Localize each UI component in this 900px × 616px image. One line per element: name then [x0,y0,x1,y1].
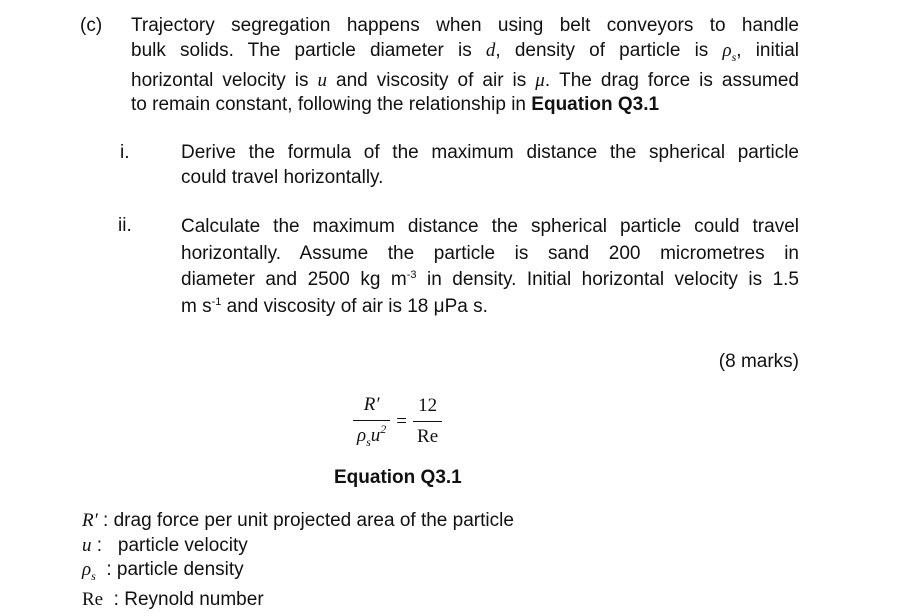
item-i-text [181,141,799,190]
legend-item-velocity: u : particle velocity [82,534,248,556]
symbol-u: u [317,69,328,91]
symbol-mu: μ [535,69,545,91]
equation-reference: Equation Q3.1 [531,94,660,116]
equation-lhs-fraction [353,394,390,450]
marks-label: (8 marks) [718,351,799,372]
equation-q3-1 [353,394,442,450]
item-ii-line-4: m $s^{-1}$ and viscosity of air is 18 μPa s. [181,295,488,317]
item-i-line-2: could travel horizontally. [181,166,384,188]
legend-item-density: $\rho_s$ : particle density [82,559,244,583]
equation-rhs-fraction [413,395,442,448]
equation-caption: Equation Q3.1 [334,467,462,488]
equation-rhs-denominator: Re [413,421,442,448]
legend-item-drag-force: R′ : drag force per unit projected area of the particle [82,510,514,531]
part-c-line-3: horizontal velocity is u and viscosity of air is μ. The drag force is assumed [131,69,799,91]
symbol-legend [82,509,514,613]
part-c-line-1: Trajectory segregation happens when using belt conveyors to handle [131,15,799,36]
legend-item-reynolds: Re : Reynold number [82,589,264,611]
part-c-text [131,14,799,118]
part-c-label: (c) [80,15,103,36]
item-ii-line-1: Calculate the maximum distance the spherical particle could travel [181,216,799,237]
item-i-line-1: Derive the formula of the maximum distance the spherical particle [181,142,799,163]
item-ii-label: ii. [118,215,132,236]
equation-rhs-numerator: 12 [418,395,438,417]
equation-lhs-denominator: $\rho_su^2$ [353,420,390,450]
equation-equals: = [396,410,408,432]
symbol-rho-s: $\rho_s$ [722,39,737,64]
item-ii-text [181,214,799,320]
item-i-label: i. [120,142,130,163]
part-c-line-2: bulk solids. The particle diameter is d, density of particle is $\rho_s$, initial [131,39,799,64]
equation-lhs-numerator: R′ [363,394,380,415]
symbol-d: d [485,39,496,61]
item-ii-line-3: diameter and 2500 kg $m^{-3}$ in density. Initial horizontal velocity is 1.5 [181,269,799,290]
item-ii-line-2: horizontally. Assume the particle is sand 200 micrometres in [181,242,799,264]
part-c-line-4: to remain constant, following the relationship in Equation Q3.1 [131,94,660,116]
